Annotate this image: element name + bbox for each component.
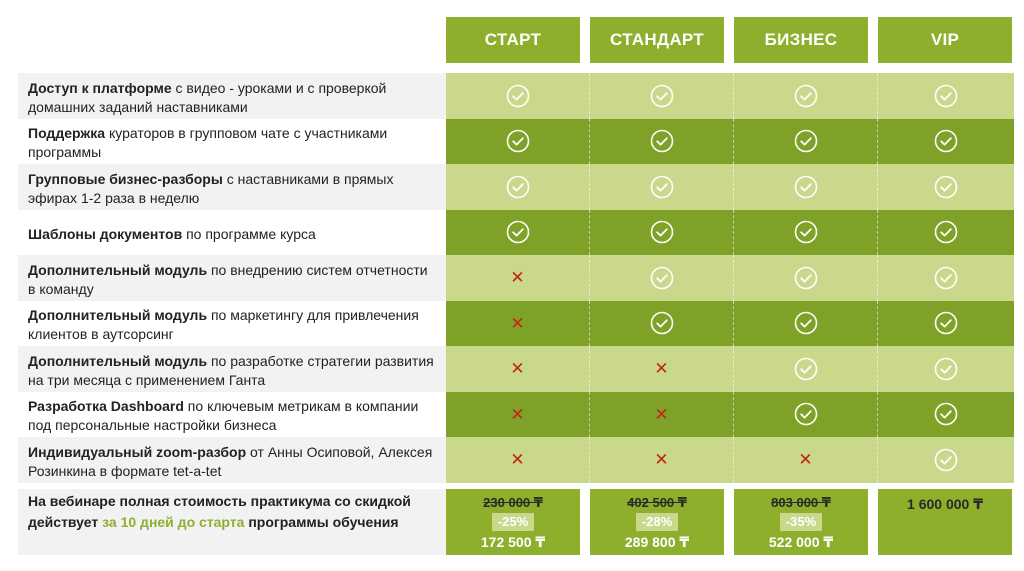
plan-header-start: СТАРТ — [446, 17, 580, 63]
feature-row — [18, 437, 1014, 483]
feature-description — [18, 301, 446, 347]
plan-cell-start — [446, 210, 590, 256]
feature-description — [18, 73, 446, 119]
check-circle-icon — [794, 129, 818, 153]
plan-cell-business — [734, 437, 878, 483]
feature-title: Шаблоны документов — [28, 225, 183, 242]
new-price: 522 000 ₸ — [768, 534, 834, 550]
plan-cell-vip — [878, 346, 1014, 392]
check-circle-icon — [794, 266, 818, 290]
discount-badge: -25% — [492, 513, 534, 531]
plan-cell-standard — [590, 164, 734, 210]
check-circle-icon — [934, 84, 958, 108]
check-circle-icon — [650, 129, 674, 153]
feature-title: Разработка Dashboard — [28, 398, 184, 415]
old-price: 402 500 ₸ — [627, 495, 687, 510]
new-price: 172 500 ₸ — [480, 534, 546, 550]
check-circle-icon — [934, 220, 958, 244]
plan-cell-standard — [590, 73, 734, 119]
check-circle-icon — [934, 175, 958, 199]
plan-cell-start — [446, 164, 590, 210]
old-price: 803 000 ₸ — [771, 495, 831, 510]
plan-cell-start — [446, 255, 590, 301]
plan-cell-business — [734, 255, 878, 301]
features-table — [18, 73, 1014, 483]
feature-detail: по маркетингу для привлечения клиентов в аутсорсинг — [28, 307, 419, 343]
plan-cell-standard — [590, 119, 734, 165]
cross-icon: ✕ — [654, 450, 669, 470]
check-circle-icon — [794, 84, 818, 108]
plan-cell-vip — [878, 210, 1014, 256]
feature-row — [18, 255, 1014, 301]
plan-cell-standard — [590, 346, 734, 392]
feature-row — [18, 210, 1014, 256]
feature-description — [18, 119, 446, 165]
feature-row — [18, 73, 1014, 119]
feature-row — [18, 346, 1014, 392]
cross-icon: ✕ — [510, 313, 525, 333]
plan-cell-business — [734, 210, 878, 256]
check-circle-icon — [934, 266, 958, 290]
plan-cell-business — [734, 73, 878, 119]
feature-description — [18, 392, 446, 438]
cross-icon: ✕ — [654, 359, 669, 379]
vip-price: 1 600 000 ₸ — [907, 496, 983, 512]
feature-detail: по разработке стратегии развития на три месяца с применением Ганта — [28, 352, 434, 388]
feature-detail: с наставниками в прямых эфирах 1-2 раза в неделю — [28, 170, 394, 206]
plan-cell-vip — [878, 255, 1014, 301]
plans-header — [446, 17, 1014, 63]
check-circle-icon — [794, 402, 818, 426]
plan-cell-start — [446, 119, 590, 165]
price-cell-business — [734, 489, 868, 555]
cross-icon: ✕ — [510, 450, 525, 470]
price-cell-start — [446, 489, 580, 555]
check-circle-icon — [934, 357, 958, 381]
price-cell-standard — [590, 489, 724, 555]
plan-cell-start — [446, 437, 590, 483]
plan-header-standard: СТАНДАРТ — [590, 17, 724, 63]
plan-cell-vip — [878, 164, 1014, 210]
check-circle-icon — [794, 175, 818, 199]
feature-row — [18, 119, 1014, 165]
feature-row — [18, 392, 1014, 438]
feature-title: Доступ к платформе — [28, 79, 172, 96]
feature-detail: от Анны Осиповой, Алексея Розинкина в формате tet-a-tet — [28, 443, 433, 479]
plan-cell-vip — [878, 301, 1014, 347]
check-circle-icon — [650, 266, 674, 290]
plan-cell-start — [446, 346, 590, 392]
plan-header-business: БИЗНЕС — [734, 17, 868, 63]
cross-icon: ✕ — [654, 404, 669, 424]
plan-cell-business — [734, 164, 878, 210]
plan-cell-standard — [590, 255, 734, 301]
plan-cell-standard — [590, 301, 734, 347]
feature-title: Поддержка — [28, 125, 106, 142]
feature-description — [18, 255, 446, 301]
plan-cell-start — [446, 301, 590, 347]
plan-cell-standard — [590, 437, 734, 483]
feature-title: Индивидуальный zoom-разбор — [28, 443, 247, 460]
pricing-row — [18, 489, 1014, 555]
feature-description — [18, 164, 446, 210]
plan-cell-vip — [878, 392, 1014, 438]
plan-cell-standard — [590, 392, 734, 438]
check-circle-icon — [506, 220, 530, 244]
feature-description — [18, 210, 446, 256]
check-circle-icon — [506, 84, 530, 108]
feature-detail: по внедрению систем отчетности в команду — [28, 261, 428, 297]
check-circle-icon — [650, 175, 674, 199]
feature-title: Дополнительный модуль — [28, 307, 208, 324]
check-circle-icon — [934, 311, 958, 335]
discount-badge: -35% — [780, 513, 822, 531]
check-circle-icon — [506, 129, 530, 153]
feature-title: Дополнительный модуль — [28, 261, 208, 278]
plan-cell-vip — [878, 119, 1014, 165]
plan-cell-vip — [878, 437, 1014, 483]
cross-icon: ✕ — [510, 404, 525, 424]
feature-description — [18, 437, 446, 483]
pricing-text-accent: за 10 дней до старта — [102, 514, 245, 530]
plan-cell-business — [734, 392, 878, 438]
cross-icon: ✕ — [798, 450, 813, 470]
discount-badge: -28% — [636, 513, 678, 531]
check-circle-icon — [794, 220, 818, 244]
pricing-text-part2: программы обучения — [244, 514, 399, 530]
new-price: 289 800 ₸ — [624, 534, 690, 550]
check-circle-icon — [650, 311, 674, 335]
cross-icon: ✕ — [510, 359, 525, 379]
plan-cell-start — [446, 392, 590, 438]
plan-cell-vip — [878, 73, 1014, 119]
cross-icon: ✕ — [510, 268, 525, 288]
old-price: 230 000 ₸ — [483, 495, 543, 510]
feature-row — [18, 301, 1014, 347]
feature-title: Групповые бизнес-разборы — [28, 170, 223, 187]
price-cell-vip — [878, 489, 1012, 555]
check-circle-icon — [934, 129, 958, 153]
feature-detail: кураторов в групповом чате с участниками программы — [28, 125, 388, 161]
check-circle-icon — [934, 402, 958, 426]
feature-description — [18, 346, 446, 392]
feature-detail: с видео - уроками и с проверкой домашних заданий наставниками — [28, 79, 387, 115]
plan-cell-business — [734, 301, 878, 347]
check-circle-icon — [506, 175, 530, 199]
plan-cell-business — [734, 346, 878, 392]
check-circle-icon — [934, 448, 958, 472]
feature-row — [18, 164, 1014, 210]
check-circle-icon — [650, 220, 674, 244]
pricing-text-part1: На вебинаре полная стоимость практикума со скидкой действует — [28, 493, 411, 530]
plan-cell-start — [446, 73, 590, 119]
plan-cell-business — [734, 119, 878, 165]
feature-detail: по программе курса — [182, 225, 316, 242]
feature-detail: по ключевым метрикам в компании под персональные настройки бизнеса — [28, 398, 419, 434]
feature-title: Дополнительный модуль — [28, 352, 208, 369]
check-circle-icon — [650, 84, 674, 108]
plan-header-vip: VIP — [878, 17, 1012, 63]
plan-cell-standard — [590, 210, 734, 256]
check-circle-icon — [794, 311, 818, 335]
check-circle-icon — [794, 357, 818, 381]
pricing-description — [18, 489, 446, 555]
